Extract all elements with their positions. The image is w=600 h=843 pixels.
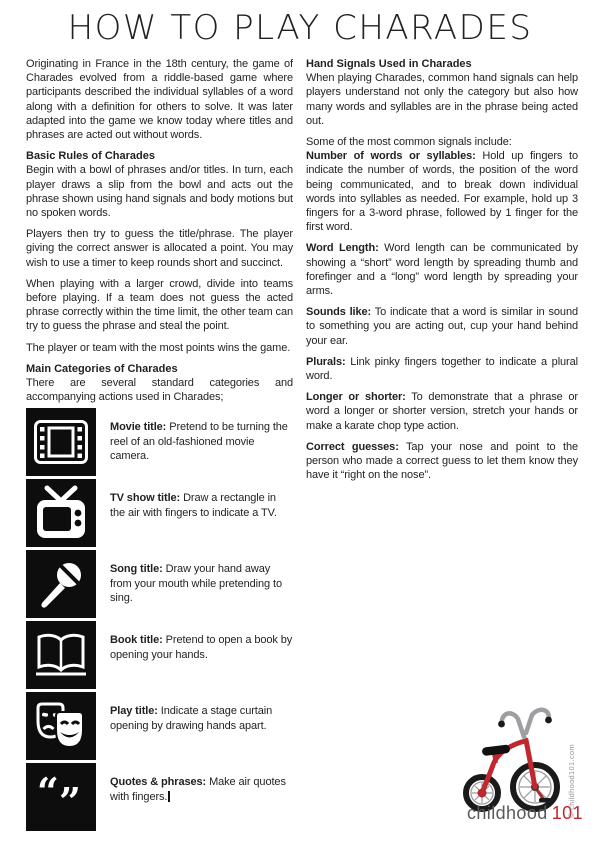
brand-name: childhood	[467, 803, 548, 823]
signal-desc: To indicate that a word is similar in sound to something you are acting out, cup your hand behind your ear.	[306, 306, 578, 347]
quotation-marks-icon	[26, 763, 96, 831]
left-column	[26, 57, 293, 834]
signal-label: Number of words or syllables:	[306, 150, 476, 163]
copyright-vertical-text: © childhood101.com	[567, 744, 576, 818]
category-label: TV show title:	[110, 492, 181, 505]
category-row-song	[26, 550, 293, 618]
category-row-quotes	[26, 763, 293, 831]
signal-paragraph	[306, 355, 578, 383]
category-text	[96, 408, 293, 476]
svg-text:“: “	[37, 771, 59, 815]
text-cursor	[168, 791, 170, 802]
basic-rules-paragraph: The player or team with the most points wins the game.	[26, 341, 291, 354]
brand-wordmark	[467, 803, 583, 824]
category-desc: Draw a rectangle in the air with fingers to indicate a TV.	[110, 492, 277, 519]
category-label: Play title:	[110, 705, 158, 718]
category-text	[96, 621, 293, 689]
signal-paragraph	[306, 390, 578, 433]
category-row-movie	[26, 408, 293, 476]
signals-intro: Some of the most common signals include:	[306, 136, 512, 149]
category-desc: Make air quotes with fingers.	[110, 776, 286, 803]
category-text	[96, 763, 293, 831]
signal-paragraph	[306, 149, 578, 234]
category-text	[96, 479, 293, 547]
open-book-icon	[26, 621, 96, 689]
signal-label: Correct guesses:	[306, 440, 399, 453]
basic-rules-paragraph: Begin with a bowl of phrases and/or titles. In turn, each player draws a slip from the bowl and acts out the phrase shown using hand signals and body motions but no spoken words.	[26, 164, 293, 220]
tv-icon	[26, 479, 96, 547]
category-desc: Indicate a stage curtain opening by drawing hands apart.	[110, 705, 273, 732]
page-title: HOW TO PLAY CHARADES	[67, 8, 533, 48]
hand-signals-intro: When playing Charades, common hand signals can help players understand not only the category but also how many words and syllables are in the phrase being acted out.	[306, 72, 578, 127]
signal-label: Word Length:	[306, 242, 379, 255]
signal-desc: Link pinky fingers together to indicate a plural word.	[306, 355, 578, 383]
signal-desc: Tap your nose and point to the person who made a correct guess to let them know they have it “right on the nose”.	[306, 440, 578, 482]
basic-rules-heading: Basic Rules of Charades	[26, 150, 155, 163]
category-label: Book title:	[110, 634, 163, 647]
category-row-tv	[26, 479, 293, 547]
category-desc: Draw your hand away from your mouth while pretending to sing.	[110, 563, 282, 604]
signal-label: Plurals:	[306, 355, 346, 368]
category-desc: Pretend to be turning the reel of an old-fashioned movie camera.	[110, 421, 288, 462]
basic-rules-paragraph: Players then try to guess the title/phrase. The player giving the correct answer is allocated a point. You may wish to use a timer to keep rounds short and succinct.	[26, 228, 293, 269]
intro-paragraph: Originating in France in the 18th century, the game of Charades evolved from a riddle-based game where participants described the individual syllables of a word along with a definition for others to solve. It was later adapted into the game we know today where titles and phrases are acted out without words.	[26, 58, 293, 142]
signal-paragraph	[306, 305, 578, 348]
category-text	[96, 550, 293, 618]
svg-text:”: ”	[59, 779, 81, 824]
signal-label: Sounds like:	[306, 306, 372, 319]
category-row-book	[26, 621, 293, 689]
signal-desc: To demonstrate that a phrase or word a longer or shorter version, stretch your hands or make a karate chop type action.	[306, 391, 578, 432]
microphone-icon	[26, 550, 96, 618]
signal-paragraph	[306, 440, 578, 483]
signal-paragraph	[306, 241, 578, 298]
categories-heading: Main Categories of Charades	[26, 362, 178, 375]
theater-masks-icon	[26, 692, 96, 760]
category-label: Movie title:	[110, 421, 167, 434]
signal-desc: Word length can be communicated by showing a “short” word length by spreading thumb and forefinger and a “long” word length by spreading your arms.	[306, 242, 578, 298]
signal-label: Longer or shorter:	[306, 391, 406, 404]
category-row-play	[26, 692, 293, 760]
signal-desc: Hold up fingers to indicate the number of words, the position of the word being communicated, and to break down individual words into syllables as needed. For example, hold up 3 fingers for a 3-word phrase, followed by 1 finger for the first word.	[306, 150, 578, 234]
category-label: Song title:	[110, 563, 163, 576]
film-strip-icon	[26, 408, 96, 476]
category-label: Quotes & phrases:	[110, 776, 207, 789]
categories-intro: There are several standard categories and accompanying actions used in Charades;	[26, 377, 293, 404]
category-desc: Pretend to open a book by opening your hands.	[110, 634, 293, 661]
basic-rules-paragraph: When playing with a larger crowd, divide into teams before playing. If a team does not guess the acted phrase correctly within the time limit, the other team can try to guess the phrase and steal the point.	[26, 277, 293, 333]
category-text	[96, 692, 293, 760]
hand-signals-heading: Hand Signals Used in Charades	[306, 58, 472, 70]
brand-number: 101	[551, 803, 583, 823]
